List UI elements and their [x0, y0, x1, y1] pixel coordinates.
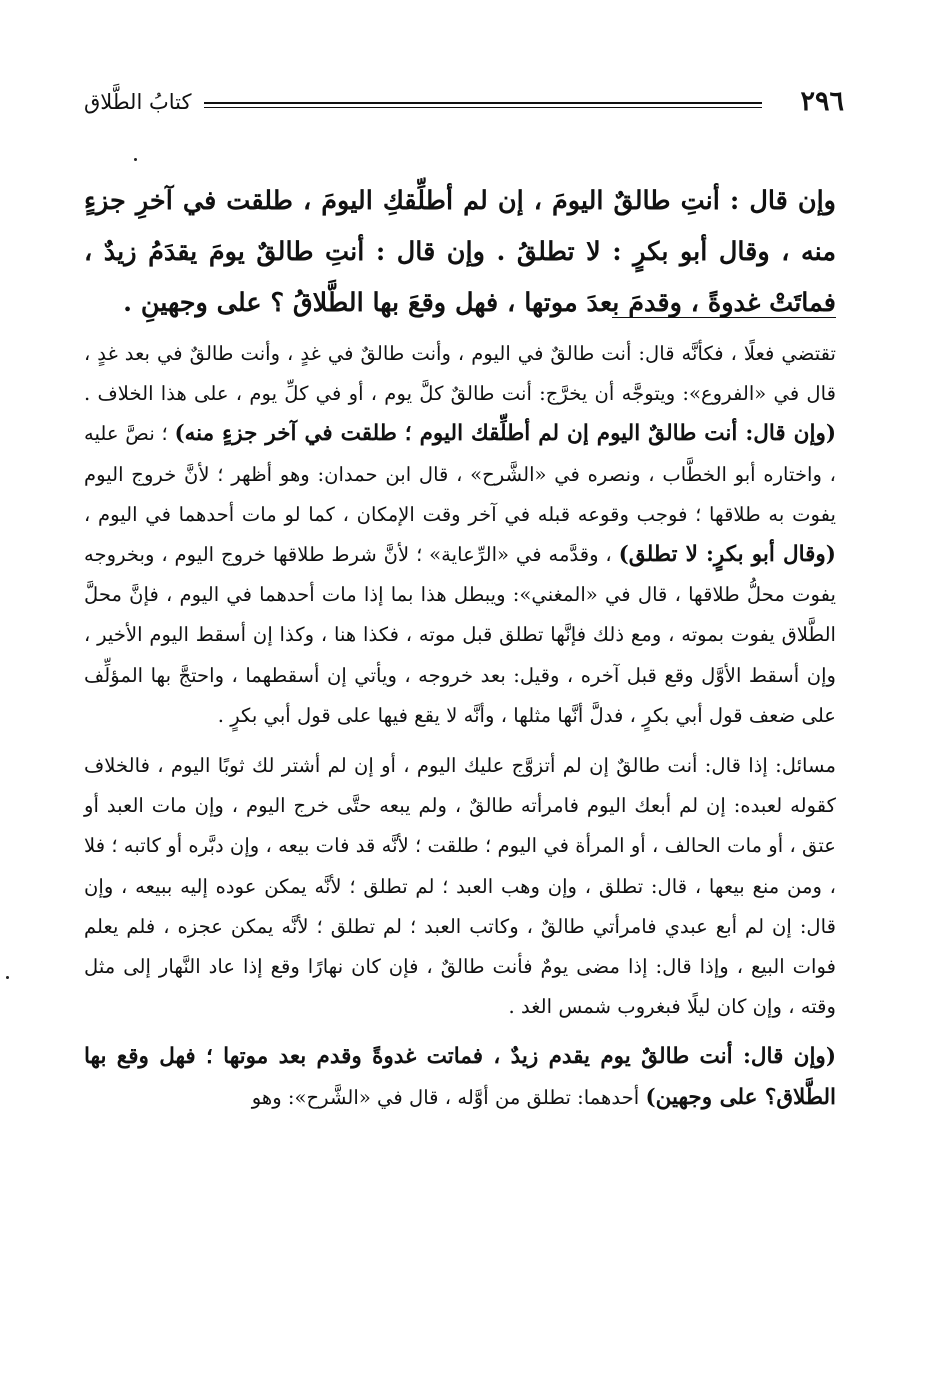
- quoted-main-text: (وإن قال: أنت طالقٌ يوم يقدم زيدٌ ، فماتت غدوةً وقدم بعد موتها ؛ فهل وقع بها الطَّلاق؟ على وجهين): [84, 1044, 836, 1110]
- commentary-paragraph-2: مسائل: إذا قال: أنت طالقٌ إن لم أتزوَّج عليك اليوم ، أو إن لم أشتر لك ثوبًا اليوم ، فالخلاف كقوله لعبده: إن لم أبعك اليوم فامرأته طالقٌ ، ولم يبعه حتَّى خرج اليوم ، وإن مات العبد أو عتق ، أو مات الحالف ، أو المرأة في اليوم ؛ طلقت ؛ لأنَّه قد فات بيعه ، وإن دبَّره أو كاتبه ؛ فلا ، ومن منع بيعها ، قال: تطلق ، وإن وهب العبد ؛ لم تطلق ؛ لأنَّه يمكن عوده إليه ببيعه ، وإن قال: إن لم أبع عبدي فامرأتي طالقٌ ، وكاتب العبد ؛ لم تطلق ؛ لأنَّه يمكن عجزه ، فلم يعلم فوات البيع ، وإذا قال: إذا مضى يومٌ فأنت طالقٌ ، فإن كان نهارًا وقع إذا عاد النَّهار إلى مثل وقته ، وإن كان ليلًا فبغروب شمس الغد .: [84, 754, 836, 1019]
- commentary-text: تقتضي فعلًا ، فكأنَّه قال: أنت طالقٌ في اليوم ، وأنت طالقٌ في غدٍ ، وأنت طالقٌ في بعد غدٍ ، قال في «الفروع»: ويتوجَّه أن يخرَّج: أنت طالقٌ كلَّ يوم ، أو في كلِّ يوم ، على هذا الخلاف .: [84, 342, 836, 406]
- commentary: [84, 334, 836, 1124]
- main-text: [84, 176, 836, 329]
- quoted-main-text: (وإن قال: أنت طالقٌ اليوم إن لم أطلِّقك اليوم ؛ طلقت في آخر جزءٍ منه): [174, 421, 837, 447]
- header-rule: [204, 102, 762, 108]
- commentary-text: ، وقدَّمه في «الرِّعاية» ؛ لأنَّ شرط طلاقها خروج اليوم ، وبخروجه يفوت محلُّ طلاقها ، قال في «المغني»: ويبطل هذا بما إذا مات أحدهما في اليوم ، فإنَّ محلَّ الطَّلاق يفوت بموته ، ومع ذلك فإنَّها تطلق قبل موته ، فكذا هنا ، وكذا إن أسقط اليوم الأخير ، وإن أسقط الأوَّل وقع قبل آخره ، وقيل: بعد خروجه ، ويأتي إن أسقطهما ، واحتجَّ بها المؤلِّف على ضعف قول أبي بكرٍ ، فدلَّ أنَّها مثلها ، وأنَّه لا يقع فيها على قول أبي بكرٍ .: [84, 543, 836, 727]
- commentary-paragraph-3: [84, 1037, 836, 1117]
- running-header: [84, 84, 844, 124]
- book-title: كتابُ الطَّلاق: [84, 90, 192, 114]
- commentary-paragraph-1: [84, 334, 836, 736]
- scan-speck: [134, 158, 137, 161]
- page-number: ٢٩٦: [800, 86, 844, 117]
- quoted-main-text: (وقال أبو بكرٍ: لا تطلق): [618, 542, 836, 568]
- scan-speck: [6, 976, 9, 979]
- commentary-text: ؛ نصَّ عليه ، واختاره أبو الخطَّاب ، ونصره في «الشَّرح» ، قال ابن حمدان: وهو أظهر ؛ لأنَّ خروج اليوم يفوت به طلاقها ؛ فوجب وقوعه قبله في آخر وقت الإمكان ، كما لو مات أحدهما في اليوم ،: [84, 422, 836, 526]
- commentary-text: أحدهما: تطلق من أوَّله ، قال في «الشَّرح»: وهو: [251, 1085, 646, 1109]
- main-text-paragraph: وإن قال : أنتِ طالقٌ اليومَ ، إن لم أطلِّقكِ اليومَ ، طلقت في آخرِ جزءٍ منه ، وقال أبو بكرٍ : لا تطلقُ . وإن قال : أنتِ طالقٌ يومَ يقدَمُ زيدٌ ، فماتَتْ غدوةً ، وقدمَ بعدَ موتها ، فهل وقعَ بها الطَّلاقُ ؟ على وجهينِ .: [84, 186, 836, 318]
- footnote-separator: [612, 317, 836, 318]
